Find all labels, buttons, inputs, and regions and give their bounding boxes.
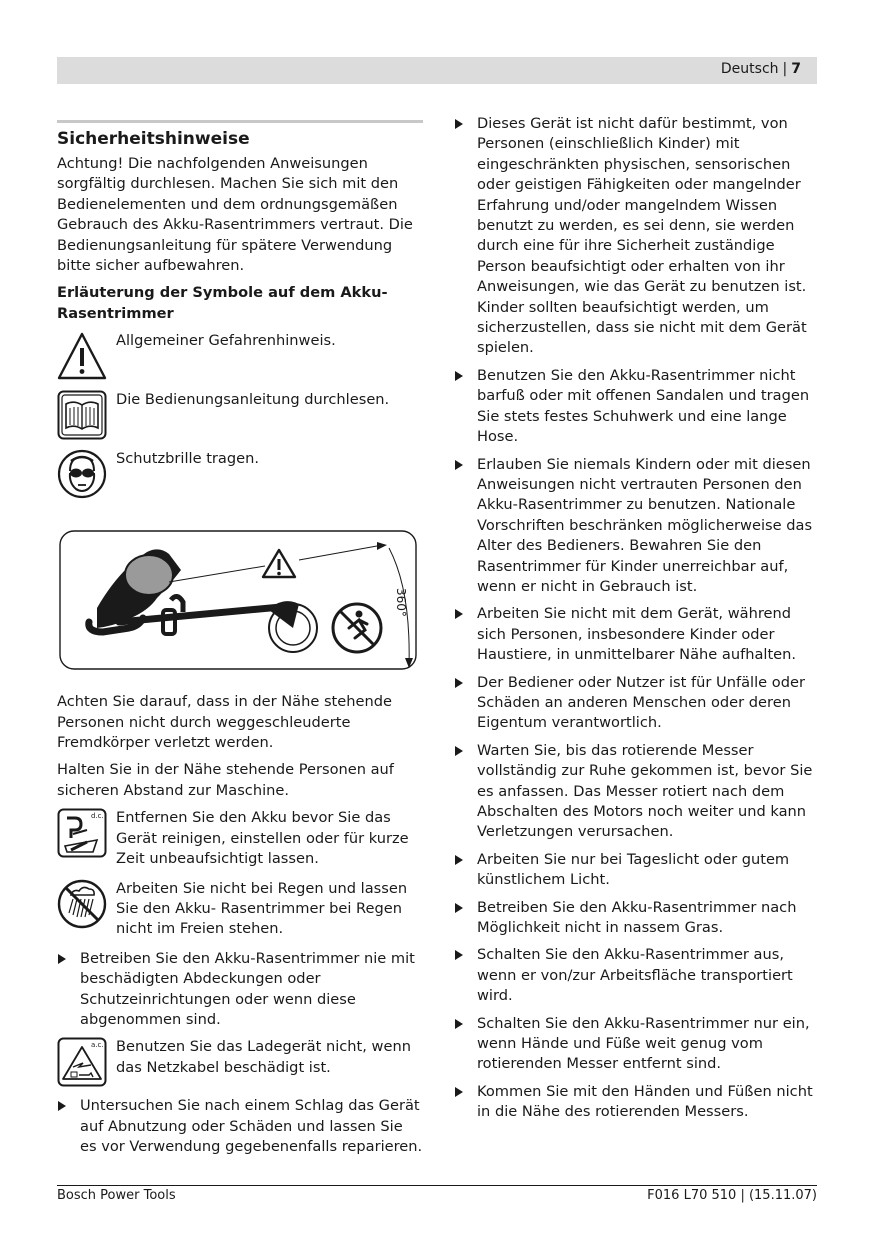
bullet-item bbox=[454, 604, 818, 665]
bullet-item bbox=[454, 945, 818, 1006]
warning-triangle-icon bbox=[57, 331, 107, 381]
bullet-item bbox=[454, 366, 818, 448]
page-header bbox=[57, 57, 817, 84]
bullet-text: Schalten Sie den Akku-Rasentrimmer nur ein, wenn Hände und Füße weit genug vom rotierenden Messer entfernt sind. bbox=[477, 1014, 810, 1073]
bullet-marker bbox=[455, 855, 463, 865]
safety-goggles-icon bbox=[57, 449, 107, 499]
bullet-inspect-text: Untersuchen Sie nach einem Schlag das Gerät auf Abnutzung oder Schäden und lassen Sie es vor Verwendung gegebenenfalls reparieren. bbox=[80, 1097, 423, 1156]
footer-doc-id: F016 L70 510 | (15.11.07) bbox=[647, 1188, 817, 1203]
bullet-text: Betreiben Sie den Akku-Rasentrimmer nach Möglichkeit nicht in nassem Gras. bbox=[477, 898, 797, 937]
manual-book-icon bbox=[57, 390, 107, 440]
bullet-marker bbox=[455, 460, 463, 470]
bullet-text: Kommen Sie mit den Händen und Füßen nicht in die Nähe des rotierenden Messers. bbox=[477, 1082, 813, 1121]
bullet-covers bbox=[57, 949, 423, 1031]
bullet-marker bbox=[455, 119, 463, 129]
bullet-item bbox=[454, 455, 818, 598]
dc-label: d.c. bbox=[91, 812, 104, 821]
bullet-text: Dieses Gerät ist nicht dafür bestimmt, von Personen (einschließlich Kinder) mit eingeschränkten physischen, sensorischen oder geistigen Fähigkeiten oder mangelnder Erfahrung und/oder mangelndem Wissen benutzt zu werden, es sei denn, sie werden durch eine für ihre Sicherheit zuständige Person beaufsichtigt oder erhalten von ihr Anweisungen, wie das Gerät zu benutzen ist. Kinder sollten beaufsichtigt werden, um sicherzustellen, dass sie nicht mit dem Gerät spielen. bbox=[477, 115, 807, 357]
bullet-text: Arbeiten Sie nicht mit dem Gerät, während sich Personen, insbesondere Kinder oder Haustiere, in unmittelbarer Nähe aufhalten. bbox=[477, 605, 797, 664]
bullet-marker bbox=[455, 1019, 463, 1029]
symbol-row-manual bbox=[57, 390, 423, 440]
section-title: Sicherheitshinweise bbox=[57, 129, 250, 149]
symbol-text-warning: Allgemeiner Gefahrenhinweis. bbox=[116, 332, 336, 350]
bullet-item bbox=[454, 673, 818, 734]
symbol-row-remove-battery bbox=[57, 808, 423, 869]
bullet-marker bbox=[455, 609, 463, 619]
angle-label: 360° bbox=[394, 588, 408, 618]
bullet-item bbox=[454, 850, 818, 891]
keep-away-paragraph: Halten Sie in der Nähe stehende Personen auf sicheren Abstand zur Maschine. bbox=[57, 761, 394, 799]
bullet-text: Warten Sie, bis das rotierende Messer vollständig zur Ruhe gekommen ist, bevor Sie es anfassen. Das Messer rotiert nach dem Abschalten des Motors noch weiter und kann Verletzungen verursachen. bbox=[477, 741, 813, 841]
damaged-cable-icon bbox=[57, 1037, 107, 1087]
bullet-marker bbox=[455, 903, 463, 913]
bullet-item bbox=[454, 898, 818, 939]
no-rain-text: Arbeiten Sie nicht bei Regen und lassen Sie den Akku- Rasentrimmer bei Regen nicht im Freien stehen. bbox=[116, 879, 408, 938]
footer-brand: Bosch Power Tools bbox=[57, 1188, 176, 1203]
bullet-marker bbox=[58, 954, 66, 964]
page-number: 7 bbox=[791, 61, 801, 77]
bullet-text: Erlauben Sie niemals Kindern oder mit diesen Anweisungen nicht vertrauten Personen den Akku-Rasentrimmer zu benutzen. Nationale Vorschriften beschränken möglicherweise das Alter des Bedieners. Bewahren Sie den Rasentrimmer für Kinder unerreichbar auf, wenn er nicht in Gebrauch ist. bbox=[477, 455, 813, 595]
distance-paragraph: Achten Sie darauf, dass in der Nähe stehende Personen nicht durch weggeschleuderte Fremdkörper verletzt werden. bbox=[57, 693, 392, 752]
symbol-row-goggles bbox=[57, 449, 423, 499]
bullet-marker bbox=[455, 950, 463, 960]
symbol-row-warning bbox=[57, 331, 423, 381]
symbol-text-manual: Die Bedienungsanleitung durchlesen. bbox=[116, 391, 390, 409]
remove-battery-text: Entfernen Sie den Akku bevor Sie das Gerät reinigen, einstellen oder für kurze Zeit unbeaufsichtigt lassen. bbox=[116, 809, 409, 868]
symbol-row-no-rain bbox=[57, 879, 423, 940]
section-divider bbox=[57, 120, 423, 123]
footer-divider bbox=[57, 1185, 817, 1186]
bullet-text: Benutzen Sie den Akku-Rasentrimmer nicht barfuß oder mit offenen Sandalen und tragen Sie stets festes Schuhwerk und eine lange Hose. bbox=[477, 366, 810, 446]
symbol-row-charger-cable bbox=[57, 1037, 423, 1087]
bullet-item bbox=[454, 1082, 818, 1123]
bullet-text: Der Bediener oder Nutzer ist für Unfälle oder Schäden an anderen Menschen oder deren Eigentum verantwortlich. bbox=[477, 673, 805, 732]
bullet-marker bbox=[455, 678, 463, 688]
symbols-heading: Erläuterung der Symbole auf dem Akku-Rasentrimmer bbox=[57, 284, 388, 322]
no-rain-icon bbox=[57, 879, 107, 929]
header-language: Deutsch bbox=[720, 61, 779, 77]
symbol-text-goggles: Schutzbrille tragen. bbox=[116, 450, 260, 468]
right-column bbox=[454, 114, 818, 1130]
bullet-marker bbox=[455, 371, 463, 381]
intro-paragraph: Achtung! Die nachfolgenden Anweisungen sorgfältig durchlesen. Machen Sie sich mit den Bedienelementen und dem ordnungsgemäßen Gebrauch des Akku-Rasentrimmers vertraut. Die Bedienungsanleitung für spätere Verwendung bitte sicher aufbewahren. bbox=[57, 155, 413, 275]
bullet-text: Arbeiten Sie nur bei Tageslicht oder gutem künstlichem Licht. bbox=[477, 850, 790, 889]
charger-cable-text: Benutzen Sie das Ladegerät nicht, wenn das Netzkabel beschädigt ist. bbox=[116, 1038, 411, 1076]
bullet-marker bbox=[455, 746, 463, 756]
trimmer-safety-figure bbox=[59, 530, 417, 670]
ac-label: a.c. bbox=[91, 1041, 104, 1050]
left-column bbox=[57, 120, 423, 1165]
bullet-marker bbox=[455, 1087, 463, 1097]
bullet-text: Schalten Sie den Akku-Rasentrimmer aus, wenn er von/zur Arbeitsfläche transportiert wird. bbox=[477, 946, 793, 1005]
header-text bbox=[721, 61, 801, 77]
remove-battery-icon bbox=[57, 808, 107, 858]
bullet-covers-text: Betreiben Sie den Akku-Rasentrimmer nie mit beschädigten Abdeckungen oder Schutzeinrichtungen oder wenn diese abgenommen sind. bbox=[80, 949, 415, 1028]
bullet-item bbox=[454, 741, 818, 843]
bullet-inspect bbox=[57, 1096, 423, 1157]
header-separator: | bbox=[782, 61, 788, 77]
bullet-marker bbox=[58, 1101, 66, 1111]
bullet-item bbox=[454, 114, 818, 359]
bullet-item bbox=[454, 1014, 818, 1075]
